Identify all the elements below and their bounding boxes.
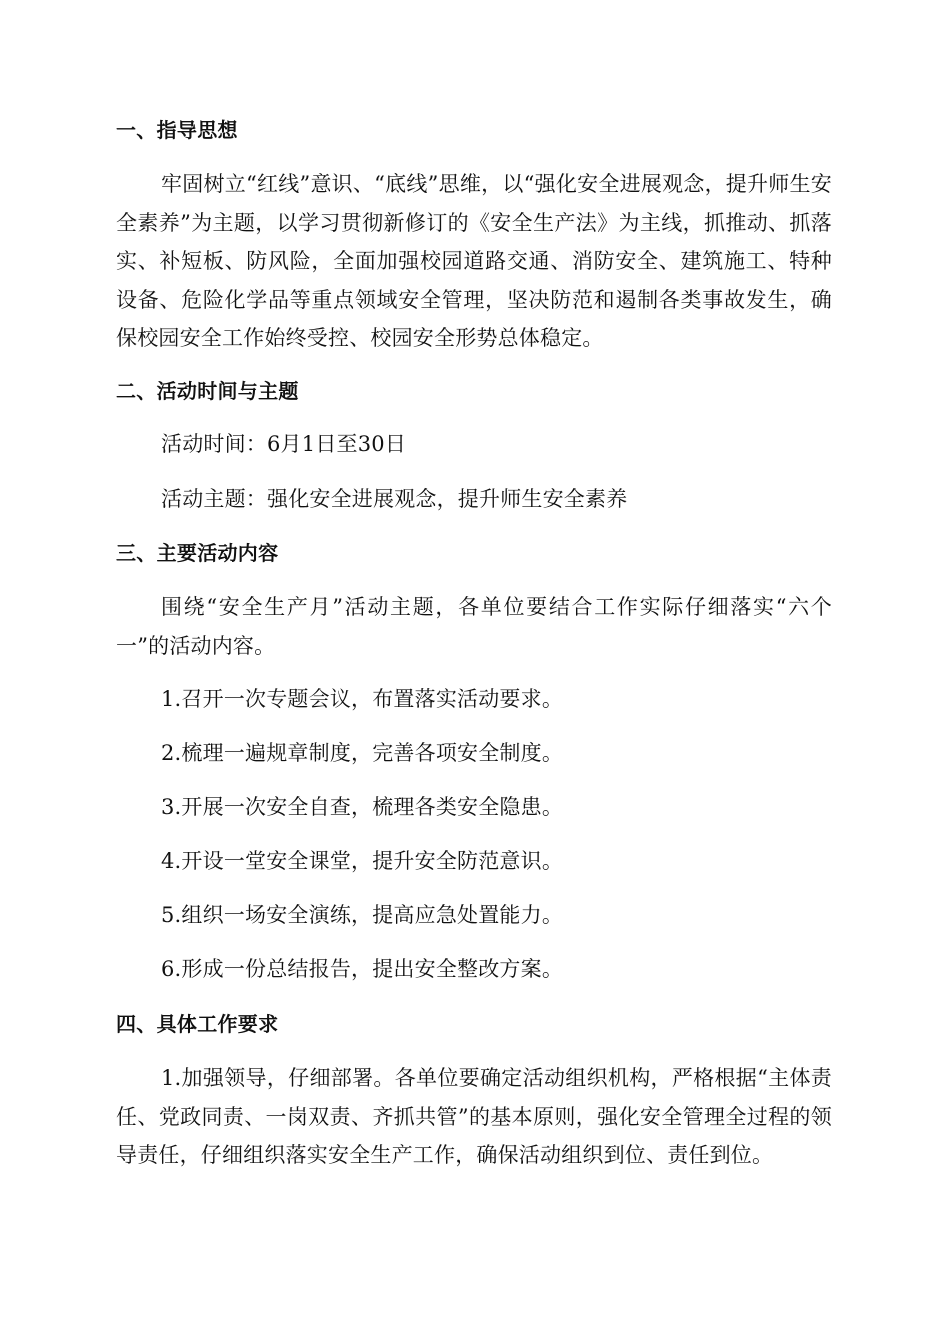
line-activity-theme: 活动主题：强化安全进展观念，提升师生安全素养 — [161, 487, 628, 511]
line-activity-time: 活动时间：6月1日至30日 — [161, 432, 407, 456]
list-item: 3.开展一次安全自查，梳理各类安全隐患。 — [161, 795, 564, 819]
list-item: 6.形成一份总结报告，提出安全整改方案。 — [161, 957, 564, 981]
section-heading-guiding-ideology: 一、指导思想 — [116, 118, 238, 142]
list-item: 1.召开一次专题会议，布置落实活动要求。 — [161, 687, 564, 711]
section-heading-main-content: 三、主要活动内容 — [116, 541, 279, 565]
list-item: 5.组织一场安全演练，提高应急处置能力。 — [161, 903, 564, 927]
paragraph-guiding-ideology: 牢固树立“红线”意识、“底线”思维，以“强化安全进展观念，提升师生安全素养”为主题，以学习贯彻新修订的《安全生产法》为主线，抓推动、抓落实、补短板、防风险，全面加强校园道路交通、消防安全、建筑施工、特种设备、危险化学品等重点领域安全管理，坚决防范和遏制各类事故发生，确保校园安全工作始终受控、校园安全形势总体稳定。 — [116, 172, 832, 350]
list-item: 4.开设一堂安全课堂，提升安全防范意识。 — [161, 849, 564, 873]
list-item: 2.梳理一遍规章制度，完善各项安全制度。 — [161, 741, 564, 765]
section-heading-time-and-theme: 二、活动时间与主题 — [116, 379, 299, 403]
section-heading-work-requirements: 四、具体工作要求 — [116, 1012, 279, 1036]
paragraph-main-content-intro: 围绕“安全生产月”活动主题，各单位要结合工作实际仔细落实“六个一”的活动内容。 — [116, 595, 832, 658]
paragraph-work-requirement-1: 1.加强领导，仔细部署。各单位要确定活动组织机构，严格根据“主体责任、党政同责、一岗双责、齐抓共管”的基本原则，强化安全管理全过程的领导责任，仔细组织落实安全生产工作，确保活动组织到位、责任到位。 — [116, 1066, 832, 1167]
